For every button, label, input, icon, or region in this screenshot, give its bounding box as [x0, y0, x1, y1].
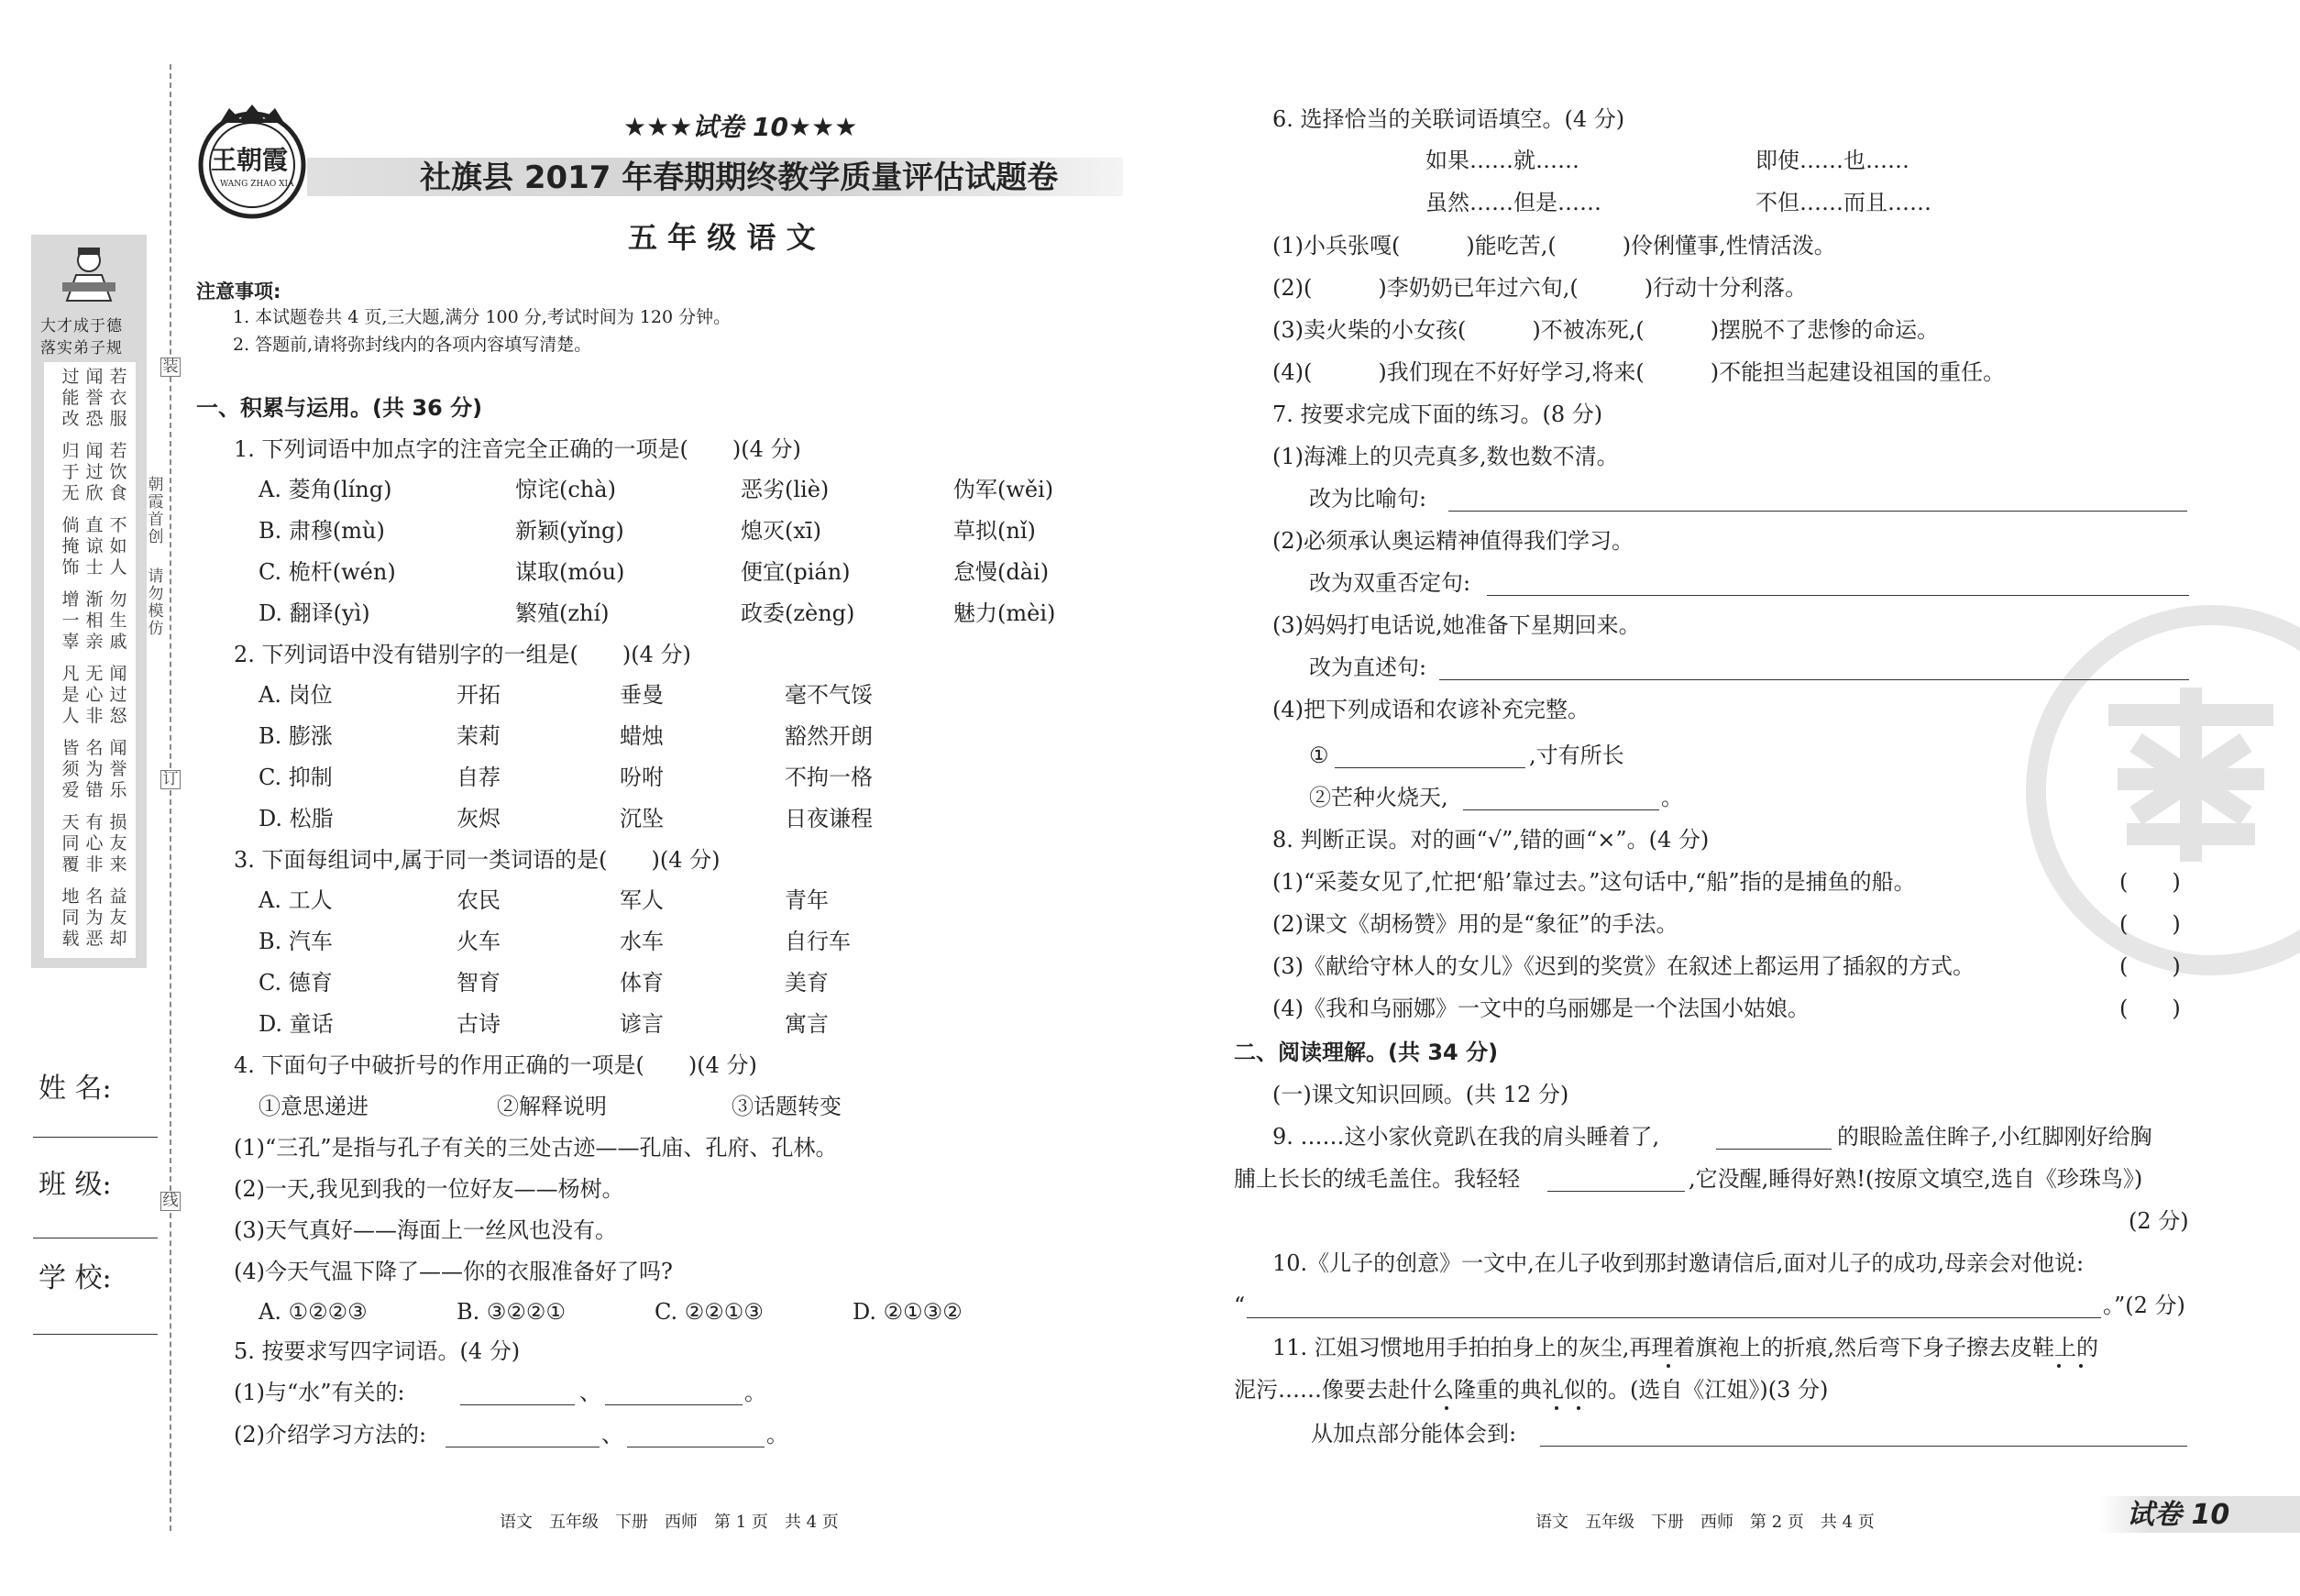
- section-2-part-1: (一)课文知识回顾。(共 12 分): [1272, 1082, 1569, 1107]
- seal-mark-1: 装: [160, 358, 181, 377]
- q7-item-3-prompt: 改为直述句:: [1309, 655, 1427, 680]
- binding-line: [170, 64, 171, 1531]
- sidebar-maxim-column: 天同覆: [61, 812, 80, 875]
- q8-paren-1[interactable]: ( ): [2119, 869, 2181, 895]
- exam-badge: ★★★试卷 10★★★: [623, 112, 858, 142]
- q1-option-cell: 新颖(yǐng): [515, 518, 624, 544]
- q2-option-cell: 豁然开朗: [785, 723, 873, 749]
- exam-title: 社旗县 2017 年春期期终教学质量评估试题卷: [420, 160, 1059, 196]
- q4-option-2: ②解释说明: [497, 1094, 607, 1119]
- q1-option-cell: 繁殖(zhí): [515, 600, 610, 626]
- sidebar-maxim-column: 倘掩饰: [61, 515, 80, 578]
- q8-paren-4[interactable]: ( ): [2119, 996, 2181, 1021]
- question-5: 5. 按要求写四字词语。(4 分): [234, 1338, 521, 1364]
- q2-option-cell: D. 松脂: [259, 806, 334, 831]
- q5-part-1: (1)与“水”有关的:: [234, 1380, 405, 1405]
- q1-option-cell: B. 肃穆(mù): [259, 518, 385, 544]
- sidebar-maxim-column: 损友来: [109, 812, 127, 875]
- q6-option-4: 不但……而且……: [1755, 190, 1931, 215]
- q1-option-cell: 伪军(wěi): [953, 477, 1054, 502]
- q1-option-cell: 草拟(nǐ): [953, 518, 1036, 544]
- q8-item-2: (2)课文《胡杨赞》用的是“象征”的手法。: [1272, 911, 1678, 937]
- q2-option-cell: B. 膨涨: [259, 723, 333, 749]
- q4-sentence-3: (3)天气真好——海面上一丝风也没有。: [234, 1217, 617, 1243]
- emphasis-dot: [1445, 1406, 1448, 1410]
- q3-option-cell: D. 童话: [259, 1011, 334, 1037]
- q2-option-cell: A. 岗位: [259, 682, 333, 708]
- q7-item-1-prompt: 改为比喻句:: [1309, 486, 1427, 512]
- q3-option-cell: 体育: [620, 970, 664, 996]
- q8-item-4: (4)《我和乌丽娜》一文中的乌丽娜是一个法国小姑娘。: [1272, 996, 1810, 1021]
- q9-score: (2 分): [2129, 1208, 2189, 1234]
- q3-option-cell: 古诗: [457, 1011, 501, 1037]
- q5-separator-2: 、: [601, 1422, 623, 1447]
- q6-item-1: (1)小兵张嘎( )能吃苦,( )伶俐懂事,性情活泼。: [1272, 233, 1836, 259]
- warning-text-1: 朝霞首创: [148, 476, 164, 546]
- seal-mark-2: 订: [160, 770, 181, 789]
- q5-blank-2[interactable]: [605, 1404, 743, 1405]
- q7-blank-b[interactable]: [1463, 809, 1659, 810]
- q4-sentence-1: (1)“三孔”是指与孔子有关的三处古迹——孔庙、孔府、孔林。: [234, 1135, 838, 1161]
- q6-item-2: (2)( )李奶奶已年过六旬,( )行动十分利落。: [1272, 275, 1808, 301]
- notice-item-1: 1. 本试题卷共 4 页,三大题,满分 100 分,考试时间为 120 分钟。: [233, 307, 732, 327]
- warning-text-2: 请勿模仿: [148, 567, 164, 638]
- q7-item-3: (3)妈妈打电话说,她准备下星期回来。: [1272, 612, 1641, 638]
- q7-item-2: (2)必须承认奥运精神值得我们学习。: [1272, 528, 1634, 554]
- q4-sentence-4: (4)今天气温下降了——你的衣服准备好了吗?: [234, 1259, 673, 1284]
- sidebar-maxim-column: 不如人: [109, 515, 127, 578]
- q7-item-4: (4)把下列成语和农谚补充完整。: [1272, 697, 1590, 722]
- footer-left: 语文 五年级 下册 西师 第 1 页 共 4 页: [500, 1513, 839, 1532]
- notice-heading: 注意事项:: [196, 281, 281, 303]
- q4-sentence-2: (2)一天,我见到我的一位好友——杨树。: [234, 1176, 624, 1202]
- question-7: 7. 按要求完成下面的练习。(8 分): [1272, 402, 1603, 427]
- q10-open-quote: “: [1234, 1293, 1246, 1318]
- sidebar-maxim-column: 有心非: [85, 812, 104, 875]
- q11-line-2: 泥污……像要去赴什么隆重的典礼似的。(选自《江姐》)(3 分): [1234, 1377, 1829, 1403]
- q3-option-cell: 军人: [620, 887, 664, 913]
- q6-item-4: (4)( )我们现在不好好学习,将来( )不能担当起建设祖国的重任。: [1272, 359, 2006, 385]
- q4-choice-b[interactable]: B. ③②②①: [457, 1299, 566, 1325]
- q1-option-cell: 便宜(pián): [741, 559, 851, 585]
- q2-option-cell: 蜡烛: [620, 723, 664, 749]
- q5-end-1: 。: [744, 1380, 766, 1405]
- q6-option-2: 即使……也……: [1755, 148, 1909, 173]
- emphasis-dot: [2079, 1364, 2083, 1368]
- q3-option-cell: 火车: [457, 929, 501, 954]
- sidebar-maxim-column: 归于无: [61, 441, 80, 503]
- q2-option-cell: 自荐: [457, 765, 501, 790]
- q6-item-3: (3)卖火柴的小女孩( )不被冻死,( )摆脱不了悲惨的命运。: [1272, 317, 1940, 343]
- q7-item-4b: ②芒种火烧天,: [1309, 785, 1448, 810]
- sidebar-motto-1: 大才成于德: [40, 317, 123, 336]
- sidebar-motto-2: 落实弟子规: [40, 339, 123, 358]
- q1-option-cell: 惊诧(chà): [515, 477, 616, 502]
- q1-option-cell: A. 菱角(líng): [259, 477, 392, 502]
- q7-item-4a-end: ,寸有所长: [1529, 743, 1624, 768]
- q7-item-2-prompt: 改为双重否定句:: [1309, 570, 1471, 596]
- q9-line-1b: 的眼睑盖住眸子,小红脚刚好给胸: [1837, 1124, 2152, 1150]
- q4-choice-a[interactable]: A. ①②②③: [259, 1299, 368, 1325]
- watermark-seal-inner: [2072, 651, 2300, 889]
- sidebar-maxim-column: 闻过欣: [85, 441, 104, 503]
- q1-option-cell: C. 桅杆(wén): [259, 559, 396, 585]
- q2-option-cell: 开拓: [457, 682, 501, 708]
- emphasis-dot: [2057, 1364, 2061, 1368]
- q1-option-cell: D. 翻译(yì): [259, 600, 370, 626]
- sidebar-maxim-column: 若衣服: [109, 367, 127, 429]
- q3-option-cell: A. 工人: [259, 887, 333, 913]
- q2-option-cell: C. 抑制: [259, 765, 333, 790]
- notice-item-2: 2. 答题前,请将弥封线内的各项内容填写清楚。: [233, 335, 592, 355]
- q7-blank-a[interactable]: [1335, 767, 1525, 768]
- q8-item-1: (1)“采菱女见了,忙把‘船’靠过去。”这句话中,“船”指的是捕鱼的船。: [1272, 869, 1916, 895]
- q11-answer-line[interactable]: [1540, 1446, 2187, 1447]
- q9-line-2b: ,它没醒,睡得好熟!(按原文填空,选自《珍珠鸟》): [1689, 1166, 2143, 1192]
- scholar-illustration: [53, 244, 125, 308]
- q9-line-2a: 脯上长长的绒毛盖住。我轻轻: [1234, 1166, 1520, 1192]
- footer-right: 语文 五年级 下册 西师 第 2 页 共 4 页: [1535, 1513, 1875, 1532]
- q4-option-1: ①意思递进: [259, 1094, 369, 1119]
- q7-item-4b-end: 。: [1661, 785, 1683, 810]
- q7-item-1: (1)海滩上的贝壳真多,数也数不清。: [1272, 444, 1619, 469]
- q5-part-2: (2)介绍学习方法的:: [234, 1422, 427, 1447]
- q2-option-cell: 灰烬: [457, 806, 501, 831]
- question-1: 1. 下列词语中加点字的注音完全正确的一项是( )(4 分): [234, 436, 801, 462]
- sidebar-maxim-column: 勿生戚: [109, 589, 127, 652]
- q3-option-cell: 水车: [620, 929, 664, 954]
- q4-option-3: ③话题转变: [732, 1094, 842, 1119]
- q4-choice-c[interactable]: C. ②②①③: [655, 1299, 764, 1325]
- q2-option-cell: 沉坠: [620, 806, 664, 831]
- q11-prompt: 从加点部分能体会到:: [1311, 1421, 1517, 1447]
- q3-option-cell: 谚言: [620, 1011, 664, 1037]
- q2-option-cell: 吩咐: [620, 765, 664, 790]
- q3-option-cell: B. 汽车: [259, 929, 333, 954]
- q4-choice-d[interactable]: D. ②①③②: [853, 1299, 963, 1325]
- q5-blank-1[interactable]: [460, 1404, 575, 1405]
- q6-option-3: 虽然……但是……: [1425, 190, 1601, 215]
- question-2: 2. 下列词语中没有错别字的一组是( )(4 分): [234, 642, 691, 667]
- q9-line-1a: 9. ……这小家伙竟趴在我的肩头睡着了,: [1272, 1124, 1660, 1150]
- q5-separator-1: 、: [579, 1380, 601, 1405]
- q2-option-cell: 垂曼: [620, 682, 664, 708]
- sidebar-maxim-column: 地同载: [61, 886, 80, 949]
- q2-option-cell: 毫不气馁: [785, 682, 873, 708]
- q2-option-cell: 日夜谦程: [785, 806, 873, 831]
- q2-option-cell: 茉莉: [457, 723, 501, 749]
- q7-answer-line-2[interactable]: [1487, 595, 2189, 596]
- q6-option-1: 如果……就……: [1425, 148, 1579, 173]
- sidebar-maxim-column: 直谅士: [85, 515, 104, 578]
- q3-option-cell: 农民: [457, 887, 501, 913]
- q1-option-cell: 熄灭(xī): [741, 518, 821, 544]
- q10-line-1: 10.《儿子的创意》一文中,在儿子收到那封邀请信后,面对儿子的成功,母亲会对他说:: [1272, 1250, 2085, 1276]
- sidebar-maxim-column: 闻过怒: [109, 664, 127, 726]
- sidebar-maxim-column: 名为错: [85, 738, 104, 800]
- q8-paren-3[interactable]: ( ): [2119, 953, 2181, 979]
- q3-option-cell: 青年: [785, 887, 829, 913]
- q5-end-2: 。: [766, 1422, 788, 1447]
- q3-option-cell: C. 德育: [259, 970, 333, 996]
- sidebar-maxim-column: 过能改: [61, 367, 80, 429]
- sidebar-maxim-column: 若饮食: [109, 441, 127, 503]
- sidebar-maxim-column: 增一辜: [61, 589, 80, 652]
- q10-answer-line[interactable]: [1247, 1317, 2101, 1318]
- q1-option-cell: 谋取(móu): [515, 559, 625, 585]
- q7-answer-line-3[interactable]: [1439, 679, 2189, 680]
- emphasis-dot: [1667, 1364, 1670, 1368]
- q1-option-cell: 恶劣(liè): [741, 477, 830, 502]
- q8-paren-2[interactable]: ( ): [2119, 911, 2181, 937]
- q3-option-cell: 美育: [785, 970, 829, 996]
- sidebar-maxim-column: 凡是人: [61, 664, 80, 726]
- logo-text: 王朝霞: [211, 145, 289, 175]
- sidebar-maxim-column: 名为恶: [85, 886, 104, 949]
- q9-blank-2[interactable]: [1547, 1191, 1685, 1192]
- section-2-heading: 二、阅读理解。(共 34 分): [1234, 1040, 1499, 1065]
- sidebar-maxim-column: 闻誉恐: [85, 367, 104, 429]
- school-label: 学 校:: [39, 1262, 112, 1294]
- sidebar-maxim-column: 闻誉乐: [109, 738, 127, 800]
- q10-close: 。”(2 分): [2103, 1293, 2185, 1318]
- emphasis-dot: [1555, 1406, 1558, 1410]
- q7-item-4a: ①: [1309, 743, 1329, 768]
- emphasis-dot: [1577, 1406, 1580, 1410]
- footer-tag: 试卷 10: [2127, 1499, 2230, 1531]
- question-6: 6. 选择恰当的关联词语填空。(4 分): [1272, 106, 1625, 132]
- q3-option-cell: 自行车: [785, 929, 851, 954]
- name-line[interactable]: [33, 1137, 158, 1138]
- question-4: 4. 下面句子中破折号的作用正确的一项是( )(4 分): [234, 1052, 757, 1078]
- q7-answer-line-1[interactable]: [1448, 511, 2187, 512]
- q1-option-cell: 政委(zèng): [741, 600, 855, 626]
- q1-option-cell: 怠慢(dài): [953, 559, 1050, 585]
- question-8: 8. 判断正误。对的画“√”,错的画“×”。(4 分): [1272, 827, 1710, 853]
- q1-option-cell: 魅力(mèi): [953, 600, 1056, 626]
- q3-option-cell: 智育: [457, 970, 501, 996]
- sidebar-maxim-column: 皆须爱: [61, 738, 80, 800]
- q3-option-cell: 寓言: [785, 1011, 829, 1037]
- question-3: 3. 下面每组词中,属于同一类词语的是( )(4 分): [234, 847, 721, 873]
- sidebar-maxim-column: 益友却: [109, 886, 127, 949]
- q2-option-cell: 不拘一格: [785, 765, 873, 790]
- name-label: 姓 名:: [39, 1073, 112, 1105]
- q9-blank-1[interactable]: [1716, 1149, 1832, 1150]
- sidebar-maxim-column: 无心非: [85, 664, 104, 726]
- q8-item-3: (3)《献给守林人的女儿》《迟到的奖赏》在叙述上都运用了插叙的方式。: [1272, 953, 1975, 979]
- q11-line-1: 11. 江姐习惯地用手拍拍身上的灰尘,再理着旗袍上的折痕,然后弯下身子擦去皮鞋上的: [1272, 1335, 2099, 1360]
- logo-subtext: WANG ZHAO XIA: [220, 180, 294, 189]
- class-label: 班 级:: [39, 1169, 112, 1201]
- exam-subtitle: 五 年 级 语 文: [628, 220, 816, 255]
- sidebar-maxim-column: 渐相亲: [85, 589, 104, 652]
- seal-mark-3: 线: [160, 1192, 181, 1211]
- section-1-heading: 一、积累与运用。(共 36 分): [196, 395, 483, 421]
- school-line[interactable]: [33, 1334, 158, 1335]
